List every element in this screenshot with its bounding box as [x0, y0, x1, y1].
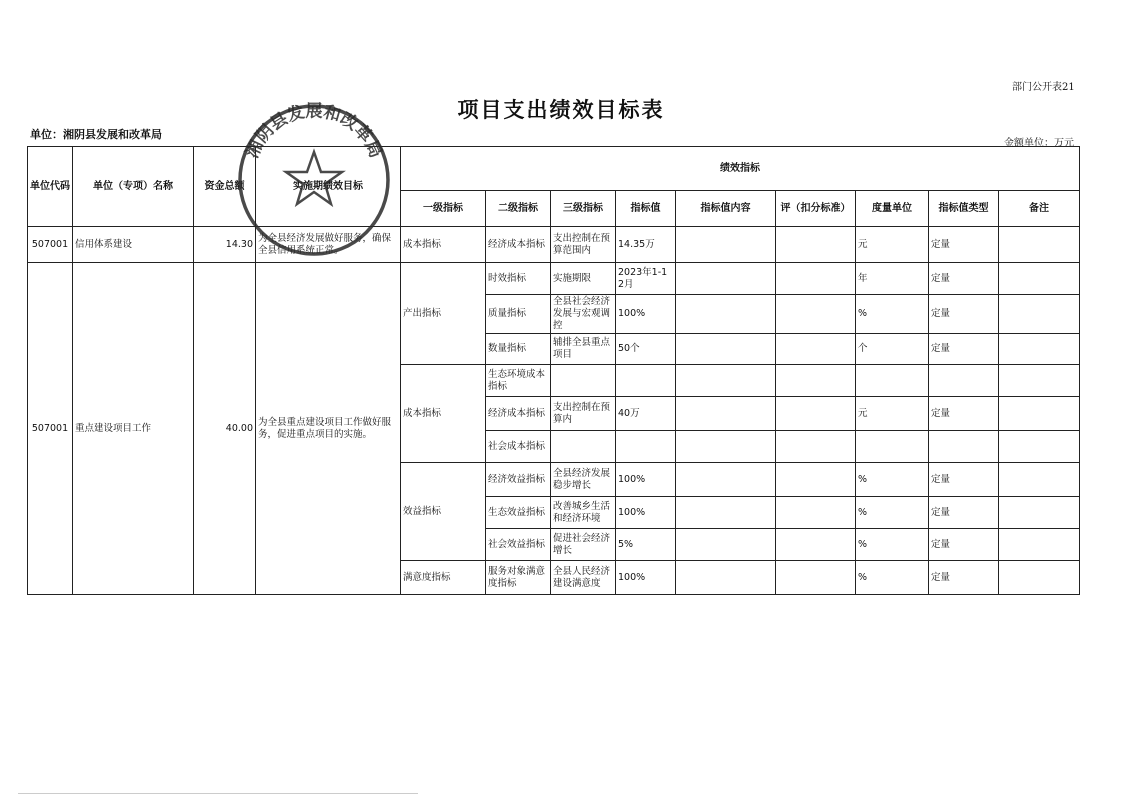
cell-value: 5%: [616, 529, 676, 561]
cell-score: [776, 227, 856, 263]
cell-content: [676, 561, 776, 595]
header-level3: 三级指标: [551, 191, 616, 227]
cell-note: [999, 529, 1080, 561]
cell-amount: 14.30: [194, 227, 256, 263]
cell-level3: 实施期限: [551, 263, 616, 295]
cell-measure-unit: 年: [856, 263, 929, 295]
cell-note: [999, 561, 1080, 595]
cell-note: [999, 365, 1080, 397]
header-value-type: 指标值类型: [929, 191, 999, 227]
cell-content: [676, 227, 776, 263]
header-unit-code: 单位代码: [28, 147, 73, 227]
header-value: 指标值: [616, 191, 676, 227]
cell-score: [776, 431, 856, 463]
cell-level1: 产出指标: [401, 263, 486, 365]
cell-score: [776, 365, 856, 397]
cell-level3: 全县社会经济发展与宏观调控: [551, 295, 616, 334]
page-title: 项目支出绩效目标表: [457, 98, 665, 122]
cell-level3: 支出控制在预算范围内: [551, 227, 616, 263]
cell-level1: 效益指标: [401, 463, 486, 561]
cell-measure-unit: 元: [856, 397, 929, 431]
performance-table: [27, 146, 1080, 595]
cell-value-type: 定量: [929, 463, 999, 497]
cell-value-type: 定量: [929, 561, 999, 595]
cell-content: [676, 529, 776, 561]
cell-level3: [551, 365, 616, 397]
cell-measure-unit: %: [856, 463, 929, 497]
cell-score: [776, 497, 856, 529]
cell-value-type: 定量: [929, 334, 999, 365]
cell-level2: 生态效益指标: [486, 497, 551, 529]
cell-content: [676, 295, 776, 334]
dept-form-code: 部门公开表21: [1012, 82, 1075, 93]
scan-edge-line: [18, 793, 418, 794]
table-row: [28, 263, 1080, 295]
cell-project-name: 信用体系建设: [73, 227, 194, 263]
header-note: 备注: [999, 191, 1080, 227]
cell-level2: 服务对象满意度指标: [486, 561, 551, 595]
cell-value: 14.35万: [616, 227, 676, 263]
cell-level2: 经济效益指标: [486, 463, 551, 497]
cell-note: [999, 295, 1080, 334]
cell-level2: 社会效益指标: [486, 529, 551, 561]
cell-value: 100%: [616, 295, 676, 334]
header-project-name: 单位（专项）名称: [73, 147, 194, 227]
cell-score: [776, 463, 856, 497]
cell-level3: 全县经济发展稳步增长: [551, 463, 616, 497]
cell-goal: 为全县经济发展做好服务，确保全县信用系统正常。: [256, 227, 401, 263]
cell-level3: 促进社会经济增长: [551, 529, 616, 561]
cell-score: [776, 263, 856, 295]
cell-measure-unit: 个: [856, 334, 929, 365]
cell-value: [616, 365, 676, 397]
cell-content: [676, 365, 776, 397]
cell-note: [999, 431, 1080, 463]
header-content: 指标值内容: [676, 191, 776, 227]
cell-level3: 改善城乡生活和经济环境: [551, 497, 616, 529]
cell-level1: 满意度指标: [401, 561, 486, 595]
cell-score: [776, 397, 856, 431]
cell-value-type: 定量: [929, 397, 999, 431]
cell-value: 100%: [616, 463, 676, 497]
header-goal: 实施期绩效目标: [256, 147, 401, 227]
header-level2: 二级指标: [486, 191, 551, 227]
cell-note: [999, 397, 1080, 431]
cell-measure-unit: 元: [856, 227, 929, 263]
cell-level2: 经济成本指标: [486, 227, 551, 263]
cell-note: [999, 227, 1080, 263]
cell-level3: 辅排全县重点项目: [551, 334, 616, 365]
cell-level1: 成本指标: [401, 227, 486, 263]
cell-content: [676, 334, 776, 365]
cell-value-type: 定量: [929, 529, 999, 561]
cell-content: [676, 263, 776, 295]
cell-value: [616, 431, 676, 463]
cell-score: [776, 561, 856, 595]
cell-amount: 40.00: [194, 263, 256, 595]
cell-content: [676, 431, 776, 463]
cell-level2: 数量指标: [486, 334, 551, 365]
cell-level1: 成本指标: [401, 365, 486, 463]
cell-level2: 生态环境成本指标: [486, 365, 551, 397]
seal-text: 湘阴县发展和改革局: [242, 101, 386, 162]
cell-value-type: [929, 365, 999, 397]
cell-content: [676, 497, 776, 529]
cell-value: 100%: [616, 561, 676, 595]
cell-measure-unit: [856, 365, 929, 397]
cell-code: 507001: [28, 263, 73, 595]
header-level1: 一级指标: [401, 191, 486, 227]
cell-value-type: [929, 431, 999, 463]
cell-level2: 社会成本指标: [486, 431, 551, 463]
cell-measure-unit: [856, 431, 929, 463]
cell-level3: 支出控制在预算内: [551, 397, 616, 431]
cell-note: [999, 263, 1080, 295]
cell-note: [999, 497, 1080, 529]
header-total-funds: 资金总额: [194, 147, 256, 227]
cell-goal: 为全县重点建设项目工作做好服务，促进重点项目的实施。: [256, 263, 401, 595]
cell-note: [999, 334, 1080, 365]
cell-measure-unit: %: [856, 497, 929, 529]
cell-level2: 经济成本指标: [486, 397, 551, 431]
cell-content: [676, 463, 776, 497]
cell-content: [676, 397, 776, 431]
cell-value-type: 定量: [929, 497, 999, 529]
cell-measure-unit: %: [856, 529, 929, 561]
cell-value-type: 定量: [929, 263, 999, 295]
cell-code: 507001: [28, 227, 73, 263]
cell-level3: [551, 431, 616, 463]
cell-value-type: 定量: [929, 227, 999, 263]
cell-score: [776, 529, 856, 561]
cell-value-type: 定量: [929, 295, 999, 334]
cell-value: 100%: [616, 497, 676, 529]
cell-note: [999, 463, 1080, 497]
cell-level2: 时效指标: [486, 263, 551, 295]
cell-measure-unit: %: [856, 561, 929, 595]
cell-value: 50个: [616, 334, 676, 365]
money-unit-label: 金额单位：万元: [1004, 138, 1074, 149]
cell-score: [776, 334, 856, 365]
unit-label: 单位：湘阴县发展和改革局: [30, 128, 162, 141]
cell-level2: 质量指标: [486, 295, 551, 334]
cell-level3: 全县人民经济建设满意度: [551, 561, 616, 595]
header-measure-unit: 度量单位: [856, 191, 929, 227]
header-perf-indicators: 绩效指标: [401, 147, 1080, 191]
table-row: [28, 227, 1080, 263]
cell-project-name: 重点建设项目工作: [73, 263, 194, 595]
cell-value: 40万: [616, 397, 676, 431]
header-score: 评（扣分标准）: [776, 191, 856, 227]
cell-value: 2023年1-12月: [616, 263, 676, 295]
cell-measure-unit: %: [856, 295, 929, 334]
cell-score: [776, 295, 856, 334]
